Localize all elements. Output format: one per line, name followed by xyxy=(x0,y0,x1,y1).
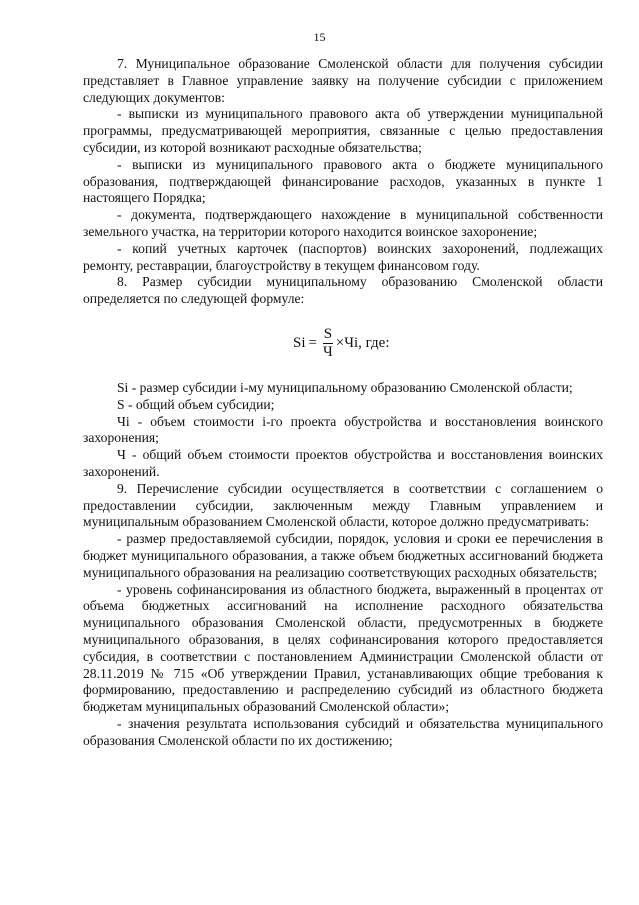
list-item: - размер предоставляемой субсидии, порядок, условия и сроки ее перечисления в бюджет муниципального образования, а также объем бюджетных ассигнований бюджета муниципального образования на реализацию соответствующих расходных обязательств; xyxy=(83,531,603,580)
definition-ch: Ч - общий объем стоимости проектов обустройства и восстановления воинских захоронений. xyxy=(83,447,603,479)
list-item: - выписки из муниципального правового акта об утверждении муниципальной программы, предусматривающей мероприятия, связанные с целью предоставления субсидии, из которой возникают расходные обязательства; xyxy=(83,106,603,155)
document-body xyxy=(83,56,603,749)
formula-times: × xyxy=(335,335,345,352)
definition-si: Si - размер субсидии i-му муниципальному образованию Смоленской области; xyxy=(117,379,573,395)
paragraph-8: 8. Размер субсидии муниципальному образованию Смоленской области определяется по следующей формуле: xyxy=(83,274,603,307)
formula-rhs: Чi, где: xyxy=(344,335,390,352)
formula-numerator: S xyxy=(323,325,333,342)
list-item: - копий учетных карточек (паспортов) воинских захоронений, подлежащих ремонту, реставрации, благоустройству в текущем финансовом году. xyxy=(83,240,603,273)
subsidy-formula xyxy=(83,308,603,380)
definition-chi: Чi - объем стоимости i-го проекта обустройства и восстановления воинского захоронения; xyxy=(83,413,603,446)
formula-lhs: Si xyxy=(293,335,306,352)
paragraph-7: 7. Муниципальное образование Смоленской области для получения субсидии представляет в Главное управление заявку на получение субсидии с приложением следующих документов: xyxy=(83,56,603,105)
formula-fraction xyxy=(322,326,334,361)
page-number: 15 xyxy=(313,30,326,44)
formula-equals: = xyxy=(308,335,317,352)
paragraph-9: 9. Перечисление субсидии осуществляется в соответствии с соглашением о предоставлении субсидии, заключенным между Главным управлением и муниципальным образованием Смоленской области, которое должно предусматривать: xyxy=(83,480,603,530)
list-item: - значения результата использования субсидий и обязательства муниципального образования Смоленской области по их достижению; xyxy=(83,715,603,748)
list-item: - документа, подтверждающего нахождение в муниципальной собственности земельного участка, на территории которого находится воинское захоронение; xyxy=(83,207,603,239)
list-item: - уровень софинансирования из областного бюджета, выраженный в процентах от объема бюджетных ассигнований на исполнение расходного обязательства муниципального образования Смоленской области, предусмотренных в бюджете муниципального образования, в целях софинансирования которого предоставляется субсидия, в соответствии с постановлением Администрации Смоленской области от 28.11.2019 № 715 «Об утверждении Правил, устанавливающих общие требования к формированию, предоставлению и распределению субсидий из областного бюджета бюджетам муниципальных образований Смоленской области»; xyxy=(83,581,603,715)
list-item: - выписки из муниципального правового акта о бюджете муниципального образования, подтверждающей финансирование расходов, указанных в пункте 1 настоящего Порядка; xyxy=(83,156,603,206)
formula-denominator: Ч xyxy=(322,343,333,360)
definition-s: S - общий объем субсидии; xyxy=(117,396,275,412)
